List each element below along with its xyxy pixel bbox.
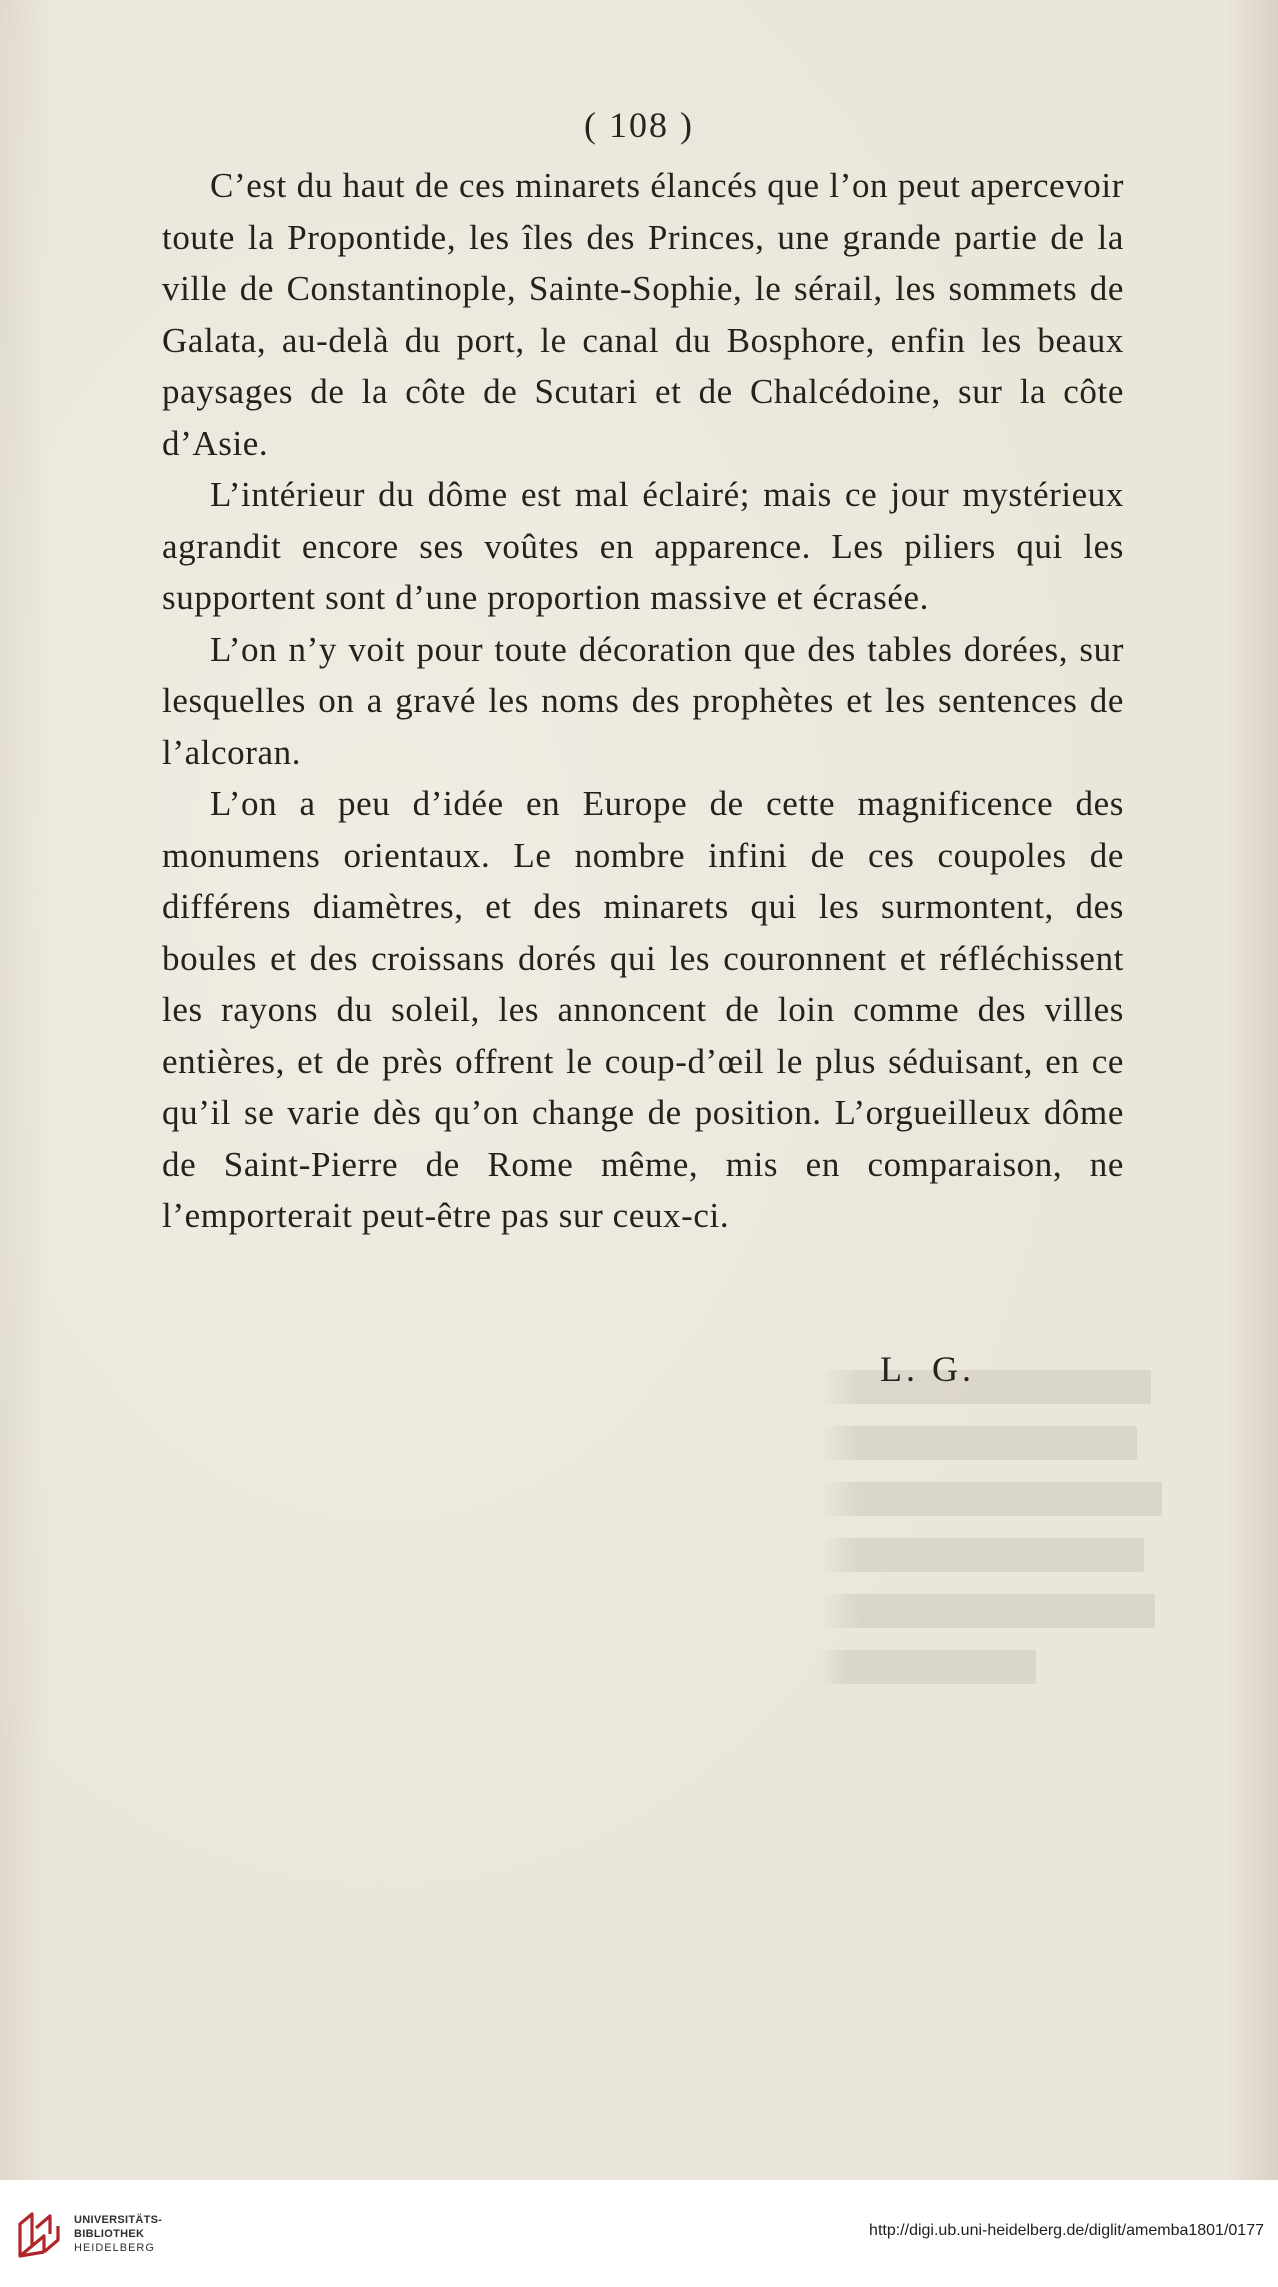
body-text: [162, 160, 1124, 1242]
library-name: UNIVERSITÄTS- BIBLIOTHEK HEIDELBERG: [74, 2214, 163, 2254]
source-url-link[interactable]: http://digi.ub.uni-heidelberg.de/diglit/amemba1801/0177: [869, 2222, 1264, 2239]
paragraph-decoration: L’on n’y voit pour toute décoration que des tables dorées, sur lesquelles on a gravé les noms des prophètes et les sentences de l’alcoran.: [162, 629, 1124, 772]
paragraph-magnificence: L’on a peu d’idée en Europe de cette magnificence des monumens orientaux. Le nombre infini de ces coupoles de différens diamètres, et des minarets qui les surmontent, des boules et des croissans dorés qui les couronnent et réfléchissent les rayons du soleil, les annoncent de loin comme des villes entières, et de près offrent le coup-d’œil le plus séduisant, en ce qu’il se varie dès qu’on change de position. L’orgueilleux dôme de Saint-Pierre de Rome même, mis en comparaison, ne l’emporterait peut-être pas sur ceux-ci.: [162, 784, 1124, 1235]
show-through-texture: [820, 1370, 1180, 1730]
university-library-logo-icon: [14, 2206, 70, 2262]
paragraph-dome-interior: L’intérieur du dôme est mal éclairé; mais ce jour mystérieux agrandit encore ses voûtes en apparence. Les piliers qui les supportent sont d’une proportion massive et écrasée.: [162, 475, 1124, 617]
viewer-footer: [0, 2180, 1278, 2287]
page-number: ( 108 ): [584, 105, 694, 145]
paragraph-minarets: C’est du haut de ces minarets élancés que l’on peut apercevoir toute la Propontide, les îles des Princes, une grande partie de la ville de Constantinople, Sainte-Sophie, le sérail, les sommets de Galata, au-delà du port, le canal du Bosphore, enfin les beaux paysages de la côte de Scutari et de Chalcédoine, sur la côte d’Asie.: [162, 166, 1124, 463]
author-signature: L. G.: [880, 1349, 975, 1389]
